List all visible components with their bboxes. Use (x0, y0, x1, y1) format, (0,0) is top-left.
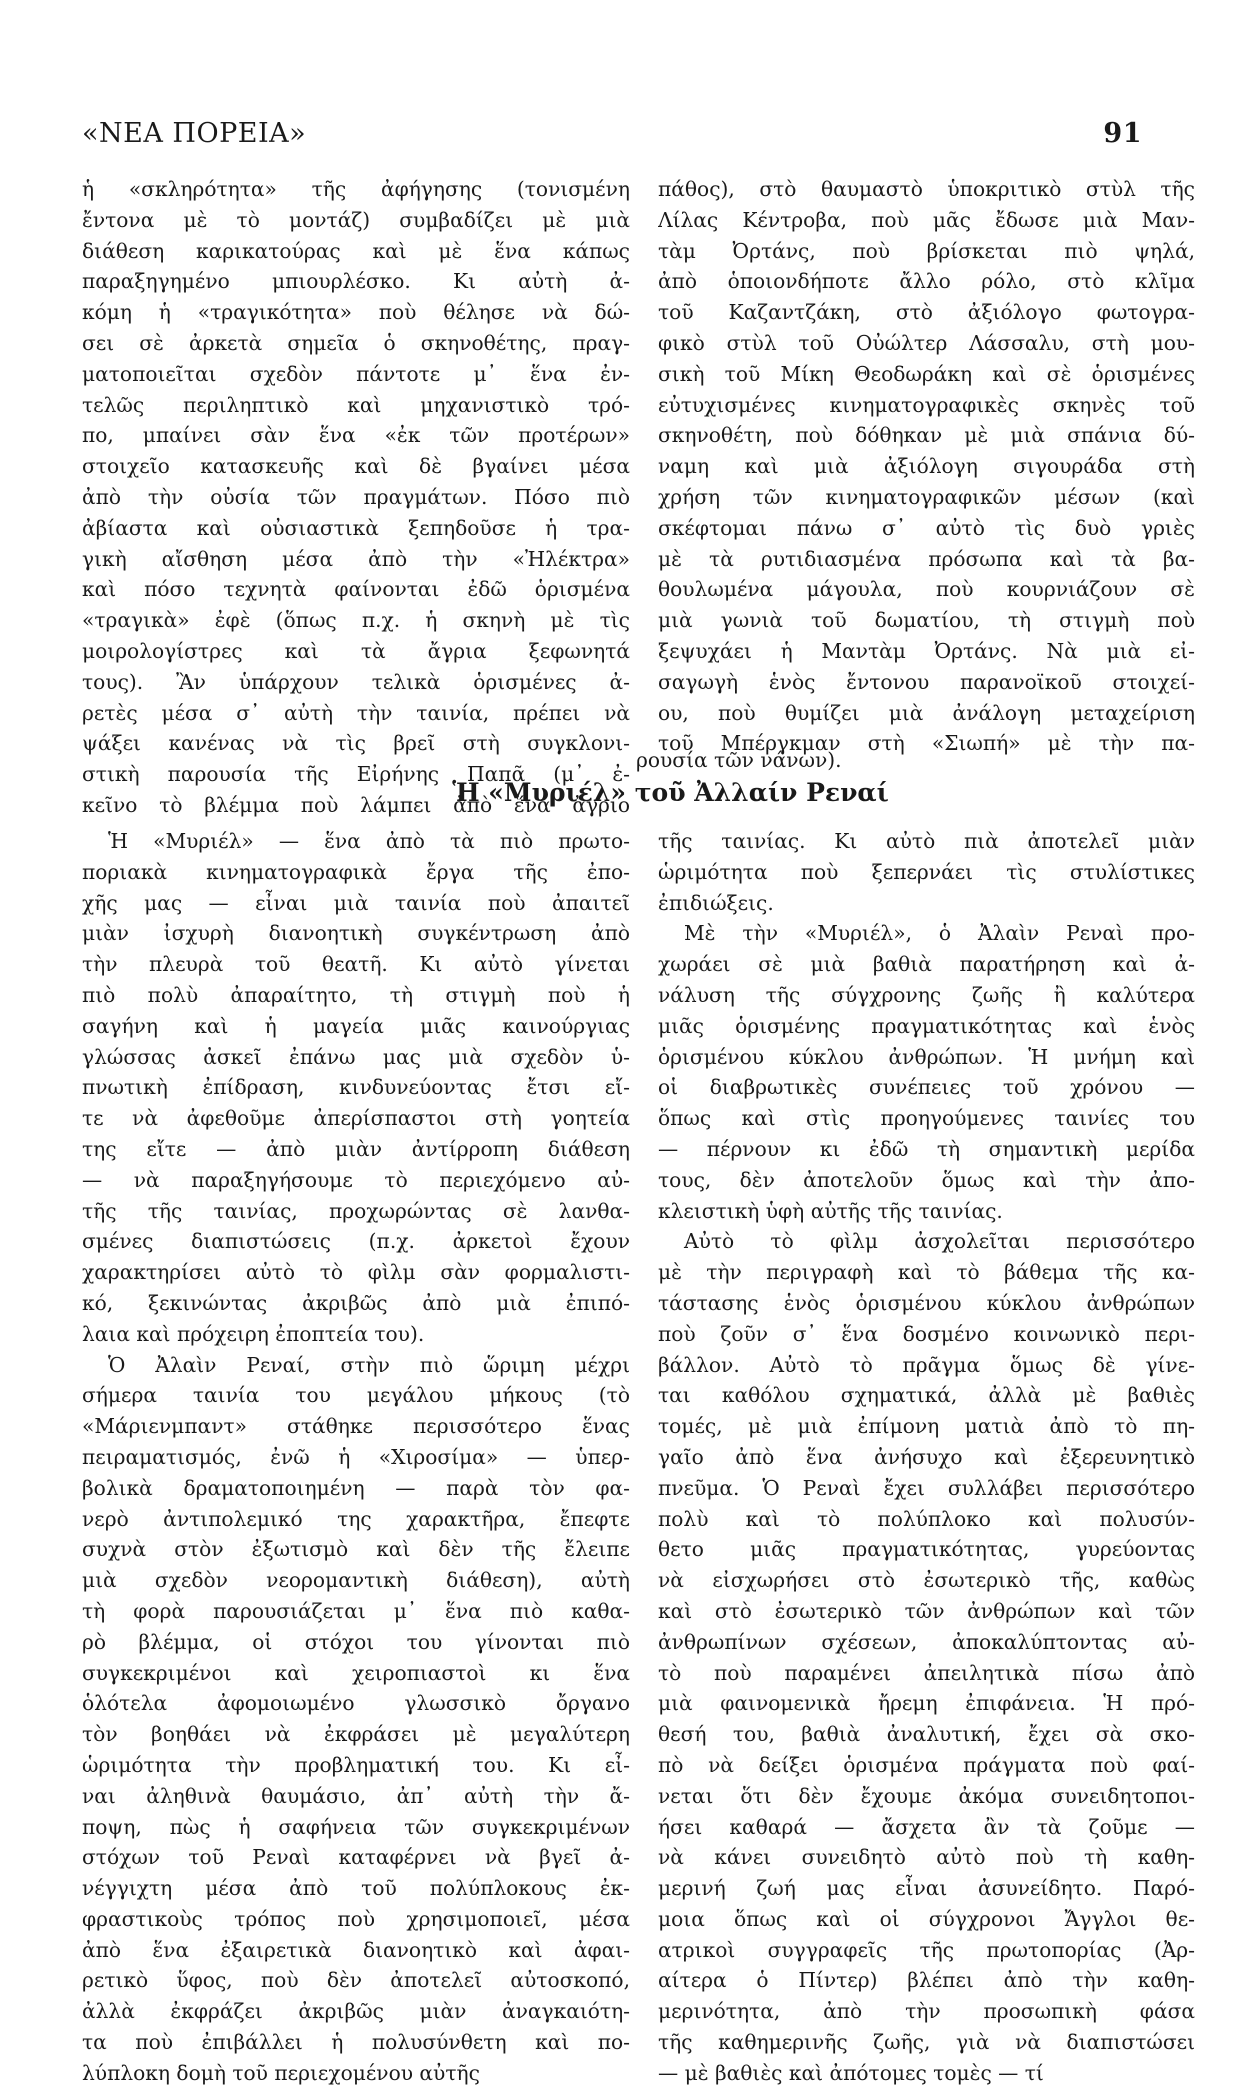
text-line: τε νὰ ἀφεθοῦμε ἀπερίσπαστοι στὴ γοητεία (82, 1106, 630, 1131)
text-line: ρετικὸ ὕφος, ποὺ δὲν ἀποτελεῖ αὐτοσκοπό, (82, 1968, 630, 1993)
text-line: τοῦ Μπέργκμαν στὴ «Σιωπή» μὲ τὴν πα- (658, 731, 1195, 756)
text-line: ται καθόλου σχηματικά, ἀλλὰ μὲ βαθιὲς (658, 1383, 1195, 1408)
text-line: κλειστικὴ ὑφὴ αὐτῆς τῆς ταινίας. (658, 1198, 1003, 1223)
text-line: διάθεση καρικατούρας καὶ μὲ ἕνα κάπως (82, 238, 630, 263)
text-line: καὶ στὸ ἐσωτερικὸ τῶν ἀνθρώπων καὶ τῶν (658, 1598, 1195, 1623)
text-line: σμένες διαπιστώσεις (π.χ. ἀρκετοὶ ἔχουν (82, 1229, 630, 1254)
text-line: τῆς καθημερινῆς ζωῆς, γιὰ νὰ διαπιστώσει (658, 2030, 1195, 2055)
text-line: ὅπως καὶ στὶς προηγούμενες ταινίες του (658, 1106, 1195, 1131)
text-line: νὰ εἰσχωρήσει στὸ ἐσωτερικὸ τῆς, καθὼς (658, 1568, 1195, 1593)
text-line: τὴν πλευρὰ τοῦ θεατῆ. Κι αὐτὸ γίνεται (82, 952, 630, 977)
text-line: μὲ τὰ ρυτιδιασμένα πρόσωπα καὶ τὰ βα- (658, 546, 1195, 571)
text-line: ματοποιεῖται σχεδὸν πάντοτε μ᾿ ἕνα ἐν- (82, 361, 630, 386)
text-line: ἀνθρωπίνων σχέσεων, ἀποκαλύπτοντας αὐ- (658, 1629, 1195, 1654)
text-line: κεῖνο τὸ βλέμμα ποὺ λάμπει ἀπὸ ἕνα ἄγριο (82, 792, 630, 817)
text-line: της εἴτε — ἀπὸ μιὰν ἀντίρροπη διάθεση (82, 1136, 630, 1161)
text-line: μιᾶς ὁρισμένης πραγματικότητας καὶ ἑνὸς (658, 1013, 1195, 1038)
text-line: ἔντονα μὲ τὸ μοντάζ) συμβαδίζει μὲ μιὰ (82, 207, 630, 232)
text-line: μιὰ σχεδὸν νεορομαντικὴ διάθεση), αὐτὴ (82, 1568, 630, 1593)
text-line: τὸν βοηθάει νὰ ἐκφράσει μὲ μεγαλύτερη (82, 1722, 630, 1747)
text-line: μοιρολογίστρες καὶ τὰ ἄγρια ξεφωνητά (82, 638, 630, 663)
text-line: παραξηγημένο μπιουρλέσκο. Κι αὐτὴ ἀ- (82, 269, 630, 294)
text-line: ξεψυχάει ἡ Μαντὰμ Ὀρτάνς. Νὰ μιὰ εἰ- (658, 638, 1195, 663)
text-line: σαγωγὴ ἑνὸς ἔντονου παρανοϊκοῦ στοιχεί- (658, 669, 1195, 694)
text-line: ναμη καὶ μιὰ ἀξιόλογη σιγουράδα στὴ (658, 454, 1195, 479)
text-line: τομές, μὲ μιὰ ἐπίμονη ματιὰ ἀπὸ τὸ πη- (658, 1414, 1195, 1439)
text-line: σκηνοθέτη, ποὺ δόθηκαν μὲ μιὰ σπάνια δύ- (658, 423, 1195, 448)
text-line: βολικὰ δραματοποιημένη — παρὰ τὸν φα- (82, 1475, 630, 1500)
text-line: λαια καὶ πρόχειρη ἐποπτεία του). (82, 1321, 425, 1346)
text-line: πειραματισμός, ἐνῶ ἡ «Χιροσίμα» — ὑπερ- (82, 1444, 630, 1469)
text-line: αίτερα ὁ Πίντερ) βλέπει ἀπὸ τὴν καθη- (658, 1968, 1195, 1993)
text-line: οἱ διαβρωτικὲς συνέπειες τοῦ χρόνου — (658, 1075, 1195, 1100)
text-line: βάλλον. Αὐτὸ τὸ πρᾶγμα ὅμως δὲ γίνε- (658, 1352, 1195, 1377)
text-line: ὡριμότητα τὴν προβληματική του. Κι εἶ- (82, 1752, 630, 1777)
text-line: πνεῦμα. Ὁ Ρεναὶ ἔχει συλλάβει περισσότερο (658, 1475, 1195, 1500)
text-line: σαγήνη καὶ ἡ μαγεία μιᾶς καινούργιας (82, 1013, 630, 1038)
text-line: μὲ τὴν περιγραφὴ καὶ τὸ βάθεμα τῆς κα- (658, 1260, 1195, 1285)
text-line: πάθος), στὸ θαυμαστὸ ὑποκριτικὸ στὺλ τῆς (658, 177, 1195, 201)
text-line: ναι ἀληθινὰ θαυμάσιο, ἀπ᾿ αὐτὴ τὴν ἄ- (82, 1783, 630, 1808)
text-line: μιὰν ἰσχυρὴ διανοητικὴ συγκέντρωση ἀπὸ (82, 921, 630, 946)
text-line: ἐπιδιώξεις. (658, 890, 774, 915)
text-line: μοια ὅπως καὶ οἱ σύγχρονοι Ἄγγλοι θε- (658, 1906, 1195, 1931)
column-bottom-left (82, 826, 630, 2089)
text-line: μερινότητα, ἀπὸ τὴν προσωπικὴ φάσα (658, 1999, 1195, 2024)
text-line: μερινή ζωή μας εἶναι ἀσυνείδητο. Παρό- (658, 1876, 1195, 1901)
text-line: φραστικοὺς τρόπος ποὺ χρησιμοποιεῖ, μέσα (82, 1906, 630, 1931)
text-line: «Μάριενμπαντ» στάθηκε περισσότερο ἕνας (82, 1414, 630, 1439)
text-line: ποὺ ζοῦν σ᾿ ἕνα δοσμένο κοινωνικὸ περι- (658, 1321, 1195, 1346)
continuation-line: ρουσία τῶν νάνων). (636, 748, 842, 772)
text-line: ποριακὰ κινηματογραφικὰ ἔργα τῆς ἐπο- (82, 859, 630, 884)
text-line: ήσει καθαρά — ἄσχετα ἂν τὰ ζοῦμε — (658, 1814, 1195, 1839)
text-line: πιὸ πολὺ ἀπαραίτητο, τὴ στιγμὴ ποὺ ἡ (82, 982, 630, 1007)
text-line: ατρικοὶ συγγραφεῖς τῆς πρωτοπορίας (Ἀρ- (658, 1937, 1195, 1962)
text-line: ἡ «σκληρότητα» τῆς ἀφήγησης (τονισμένη (82, 177, 630, 201)
text-line: πο, μπαίνει σὰν ἕνα «ἐκ τῶν προτέρων» (82, 423, 630, 448)
text-line: συχνὰ στὸν ἐξωτισμὸ καὶ δὲν τῆς ἔλειπε (82, 1537, 630, 1562)
text-line: χῆς μας — εἶναι μιὰ ταινία ποὺ ἀπαιτεῖ (82, 890, 630, 915)
text-line: τῆς ταινίας. Κι αὐτὸ πιὰ ἀποτελεῖ μιὰν (658, 829, 1195, 853)
column-top-left (82, 174, 630, 821)
text-line: τελῶς περιληπτικὸ καὶ μηχανιστικὸ τρό- (82, 392, 630, 417)
text-line: τους). Ἂν ὑπάρχουν τελικὰ ὁρισμένες ἀ- (82, 669, 630, 694)
text-line: νεται ὅτι δὲν ἔχουμε ἀκόμα συνειδητοποι- (658, 1783, 1195, 1808)
text-line: φικὸ στὺλ τοῦ Οὐώλτερ Λάσσαλυ, στὴ μου- (658, 330, 1195, 355)
text-line: ἀπὸ ὁποιονδήποτε ἄλλο ρόλο, στὸ κλῖμα (658, 269, 1195, 294)
text-line: στόχων τοῦ Ρεναὶ καταφέρνει νὰ βγεῖ ἀ- (82, 1845, 630, 1870)
text-line: ὁρισμένου κύκλου ἀνθρώπων. Ἡ μνήμη καὶ (658, 1044, 1195, 1069)
text-line: εὐτυχισμένες κινηματογραφικὲς σκηνὲς τοῦ (658, 392, 1195, 417)
text-line: θετο μιᾶς πραγματικότητας, γυρεύοντας (658, 1537, 1195, 1562)
text-line: ρετὲς μέσα σ᾿ αὐτὴ τὴν ταινία, πρέπει νὰ (82, 700, 630, 725)
text-line: κό, ξεκινώντας ἀκριβῶς ἀπὸ μιὰ ἐπιπό- (82, 1290, 630, 1315)
text-line: νέγγιχτη μέσα ἀπὸ τοῦ πολύπλοκους ἐκ- (82, 1876, 630, 1901)
section-heading: Ἡ «Μυριέλ» τοῦ Ἀλλαίν Ρεναί (452, 778, 889, 807)
text-line: στοιχεῖο κατασκευῆς καὶ δὲ βγαίνει μέσα (82, 454, 630, 479)
text-line: καὶ πόσο τεχνητὰ φαίνονται ἐδῶ ὁρισμένα (82, 577, 630, 602)
text-line: σκέφτομαι πάνω σ᾿ αὐτὸ τὶς δυὸ γριὲς (658, 515, 1195, 540)
text-line: σήμερα ταινία του μεγάλου μήκους (τὸ (82, 1383, 630, 1408)
text-line: ὁλότελα ἀφομοιωμένο γλωσσικὸ ὄργανο (82, 1691, 630, 1716)
text-line: πνωτικὴ ἐπίδραση, κινδυνεύοντας ἔτσι εἴ- (82, 1075, 630, 1100)
text-line: ἀλλὰ ἐκφράζει ἀκριβῶς μιὰν ἀναγκαιότη- (82, 1999, 630, 2024)
column-top-right (658, 174, 1195, 759)
text-line: ἀπὸ τὴν οὐσία τῶν πραγμάτων. Πόσο πιὸ (82, 484, 630, 509)
page-number: 91 (1103, 118, 1142, 149)
text-line: χρήση τῶν κινηματογραφικῶν μέσων (καὶ (658, 484, 1195, 509)
column-bottom-right (658, 826, 1195, 2089)
text-line: «τραγικὰ» ἐφὲ (ὅπως π.χ. ἡ σκηνὴ μὲ τὶς (82, 608, 630, 633)
text-line: χαρακτηρίσει αὐτὸ τὸ φὶλμ σὰν φορμαλιστι- (82, 1260, 630, 1285)
text-line: γαῖο ἀπὸ ἕνα ἀνήσυχο καὶ ἐξερευνητικὸ (658, 1444, 1195, 1469)
text-line: μιὰ φαινομενικὰ ἤρεμη ἐπιφάνεια. Ἡ πρό- (658, 1691, 1195, 1716)
text-line: — μὲ βαθιὲς καὶ ἀπότομες τομὲς — τί (658, 2060, 1044, 2085)
text-line: θεσή του, βαθιὰ ἀναλυτική, ἔχει σὰ σκο- (658, 1722, 1195, 1747)
text-line: γικὴ αἴσθηση μέσα ἀπὸ τὴν «Ἠλέκτρα» (82, 546, 630, 571)
text-line: ἀβίαστα καὶ οὐσιαστικὰ ξεπηδοῦσε ἡ τρα- (82, 515, 630, 540)
text-line: σει σὲ ἀρκετὰ σημεῖα ὁ σκηνοθέτης, πραγ- (82, 330, 630, 355)
text-line: Ὁ Ἀλαὶν Ρεναί, στὴν πιὸ ὥριμη μέχρι (108, 1352, 630, 1377)
journal-name: «ΝΕΑ ΠΟΡΕΙΑ» (82, 118, 307, 149)
text-line: στικὴ παρουσία τῆς Εἰρήνης Παπᾶ (μ᾿ ἐ- (82, 762, 630, 787)
text-line: συγκεκριμένοι καὶ χειροπιαστοὶ κι ἕνα (82, 1660, 630, 1685)
text-line: ὡριμότητα ποὺ ξεπερνάει τὶς στυλίστικες (658, 859, 1195, 884)
text-line: κόμη ἡ «τραγικότητα» ποὺ θέλησε νὰ δώ- (82, 300, 630, 325)
text-line: μιὰ γωνιὰ τοῦ δωματίου, τὴ στιγμὴ ποὺ (658, 608, 1195, 633)
text-line: πολὺ καὶ τὸ πολύπλοκο καὶ πολυσύν- (658, 1506, 1195, 1531)
text-line: Ἡ «Μυριέλ» — ἕνα ἀπὸ τὰ πιὸ πρωτο- (108, 829, 630, 853)
text-line: τὰμ Ὀρτάνς, ποὺ βρίσκεται πιὸ ψηλά, (658, 238, 1195, 263)
text-line: Μὲ τὴν «Μυριέλ», ὁ Ἀλαὶν Ρεναὶ προ- (684, 921, 1195, 946)
text-line: τα ποὺ ἐπιβάλλει ἡ πολυσύνθετη καὶ πο- (82, 2030, 630, 2055)
text-line: ἀπὸ ἕνα ἐξαιρετικὰ διανοητικὸ καὶ ἀφαι- (82, 1937, 630, 1962)
text-line: σικὴ τοῦ Μίκη Θεοδωράκη καὶ σὲ ὁρισμένες (658, 361, 1195, 386)
text-line: ψάξει κανένας νὰ τὶς βρεῖ στὴ συγκλονι- (82, 731, 630, 756)
text-line: Αὐτὸ τὸ φὶλμ ἀσχολεῖται περισσότερο (684, 1229, 1195, 1254)
text-line: χωράει σὲ μιὰ βαθιὰ παρατήρηση καὶ ἀ- (658, 952, 1195, 977)
text-line: Λίλας Κέντροβα, ποὺ μᾶς ἔδωσε μιὰ Μαν- (658, 207, 1195, 232)
text-line: νάλυση τῆς σύγχρονης ζωῆς ἢ καλύτερα (658, 982, 1195, 1007)
text-line: — νὰ παραξηγήσουμε τὸ περιεχόμενο αὐ- (82, 1167, 630, 1192)
text-line: — πέρνουν κι ἐδῶ τὴ σημαντικὴ μερίδα (658, 1136, 1195, 1161)
text-line: ρὸ βλέμμα, οἱ στόχοι του γίνονται πιὸ (82, 1629, 630, 1654)
text-line: γλώσσας ἀσκεῖ ἐπάνω μας μιὰ σχεδὸν ὑ- (82, 1044, 630, 1069)
text-line: τοῦ Καζαντζάκη, στὸ ἀξιόλογο φωτογρα- (658, 300, 1195, 325)
text-line: τὴ φορὰ παρουσιάζεται μ᾿ ἕνα πιὸ καθα- (82, 1598, 630, 1623)
text-line: θουλωμένα μάγουλα, ποὺ κουρνιάζουν σὲ (658, 577, 1195, 602)
running-head (82, 118, 1142, 158)
text-line: τους, δὲν ἀποτελοῦν ὅμως καὶ τὴν ἀπο- (658, 1167, 1195, 1192)
text-line: νερὸ ἀντιπολεμικό της χαρακτῆρα, ἔπεφτε (82, 1506, 630, 1531)
text-line: τὸ ποὺ παραμένει ἀπειλητικὰ πίσω ἀπὸ (658, 1660, 1195, 1685)
text-line: ου, ποὺ θυμίζει μιὰ ἀνάλογη μεταχείριση (658, 700, 1195, 725)
text-line: ποψη, πὼς ἡ σαφήνεια τῶν συγκεκριμένων (82, 1814, 630, 1839)
text-line: τῆς τῆς ταινίας, προχωρώντας σὲ λανθα- (82, 1198, 630, 1223)
text-line: νὰ κάνει συνειδητὸ αὐτὸ ποὺ τὴ καθη- (658, 1845, 1195, 1870)
text-line: λύπλοκη δομὴ τοῦ περιεχομένου αὐτῆς (82, 2060, 480, 2085)
text-line: πὸ νὰ δείξει ὁρισμένα πράγματα ποὺ φαί- (658, 1752, 1195, 1777)
text-line: τάστασης ἑνὸς ὁρισμένου κύκλου ἀνθρώπων (658, 1290, 1195, 1315)
